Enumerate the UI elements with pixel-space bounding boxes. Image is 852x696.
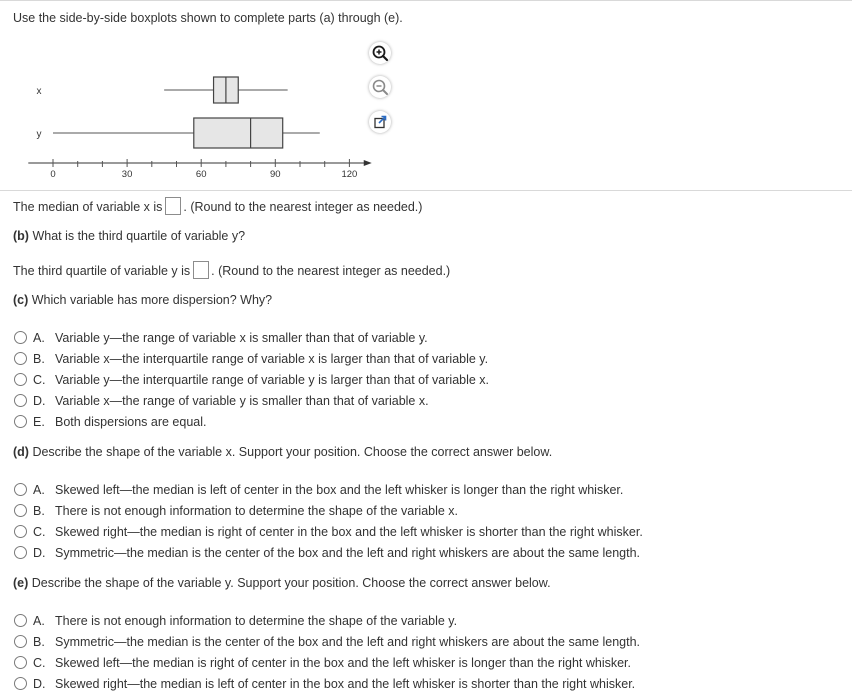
x-tick-label: 0 [50,169,56,180]
option-letter: D. [33,394,46,408]
part-d-question-text: Describe the shape of the variable x. Support your position. Choose the correct answer below. [28,445,553,459]
option-text: Variable x—the range of variable y is smaller than that of variable x. [55,394,429,408]
top-border [0,0,852,1]
x-tick-label: 90 [270,169,281,180]
radio-button[interactable] [14,352,27,365]
part-d-option-d[interactable] [14,546,640,564]
option-letter: D. [33,677,46,691]
option-letter: B. [33,504,45,518]
radio-button[interactable] [14,331,27,344]
option-letter: A. [33,614,45,628]
option-letter: A. [33,331,45,345]
option-text: Symmetric—the median is the center of the box and the left and right whiskers are about the same length. [55,546,641,560]
category-label-x: x [36,86,42,97]
option-text: Skewed left—the median is left of center in the box and the left whisker is longer than the right whisker. [55,483,624,497]
option-text: Both dispersions are equal. [55,415,207,429]
part-e-option-a[interactable] [14,614,457,632]
zoom-out-icon [369,76,391,98]
option-letter: E. [33,415,45,429]
popout-button[interactable] [369,111,391,133]
radio-button[interactable] [14,546,27,559]
option-letter: C. [33,525,46,539]
part-b-hint: . (Round to the nearest integer as needed.) [211,264,451,278]
option-text: There is not enough information to determine the shape of the variable y. [55,614,458,628]
radio-button[interactable] [14,394,27,407]
option-text: There is not enough information to determine the shape of the variable x. [55,504,459,518]
option-letter: A. [33,483,45,497]
part-c-option-c[interactable] [14,373,489,391]
q3-y-input[interactable] [193,261,209,279]
part-c-question [13,293,272,307]
option-letter: B. [33,352,45,366]
box-y [194,118,283,148]
boxplot-chart [20,68,380,184]
radio-button[interactable] [14,635,27,648]
part-e-option-b[interactable] [14,635,640,653]
option-text: Variable y—the range of variable x is smaller than that of variable y. [55,331,428,345]
part-b-question [13,229,245,243]
option-letter: D. [33,546,46,560]
part-b-question-text: What is the third quartile of variable y? [28,229,246,243]
part-c-option-b[interactable] [14,352,488,370]
part-e-option-d[interactable] [14,677,635,695]
option-letter: B. [33,635,45,649]
radio-button[interactable] [14,373,27,386]
option-letter: C. [33,373,46,387]
zoom-in-button[interactable] [369,42,391,64]
part-c-question-text: Which variable has more dispersion? Why? [28,293,273,307]
part-a-prompt: The median of variable x is [13,200,163,214]
radio-button[interactable] [14,614,27,627]
part-b-answer-line [13,261,450,279]
radio-button[interactable] [14,656,27,669]
part-a-hint: . (Round to the nearest integer as needed.) [183,200,423,214]
x-tick-label: 120 [341,169,358,180]
part-e-label: (e) [13,576,29,590]
option-letter: C. [33,656,46,670]
part-d-option-c[interactable] [14,525,643,543]
x-tick-label: 30 [121,169,133,180]
part-c-label: (c) [13,293,29,307]
part-d-label: (d) [13,445,29,459]
part-c-option-a[interactable] [14,331,428,349]
option-text: Symmetric—the median is the center of the box and the left and right whiskers are about the same length. [55,635,641,649]
x-tick-label: 60 [195,169,207,180]
part-e-option-c[interactable] [14,656,631,674]
part-c-option-e[interactable] [14,415,206,433]
part-e-question [13,576,551,590]
radio-button[interactable] [14,504,27,517]
part-d-question [13,445,552,459]
part-c-option-d[interactable] [14,394,429,412]
median-x-input[interactable] [165,197,181,215]
radio-button[interactable] [14,415,27,428]
radio-button[interactable] [14,677,27,690]
zoom-in-icon [369,42,391,64]
option-text: Variable x—the interquartile range of variable x is larger than that of variable y. [55,352,489,366]
part-e-question-text: Describe the shape of the variable y. Support your position. Choose the correct answer below. [28,576,551,590]
option-text: Skewed right—the median is left of center in the box and the left whisker is shorter than the right whisker. [55,677,636,691]
option-text: Skewed left—the median is right of center in the box and the left whisker is longer than the right whisker. [55,656,632,670]
part-b-prompt: The third quartile of variable y is [13,264,191,278]
part-a-answer-line [13,197,422,215]
part-b-label: (b) [13,229,29,243]
category-label-y: y [36,129,42,140]
section-divider [0,190,852,191]
radio-button[interactable] [14,483,27,496]
part-d-option-b[interactable] [14,504,458,522]
instruction-text: Use the side-by-side boxplots shown to complete parts (a) through (e). [13,11,403,25]
popout-icon [369,111,391,133]
zoom-out-button[interactable] [369,76,391,98]
part-d-option-a[interactable] [14,483,623,501]
radio-button[interactable] [14,525,27,538]
option-text: Skewed right—the median is right of center in the box and the left whisker is shorter than the right whisker. [55,525,643,539]
x-axis-arrow [364,160,372,166]
option-text: Variable y—the interquartile range of variable y is larger than that of variable x. [55,373,490,387]
